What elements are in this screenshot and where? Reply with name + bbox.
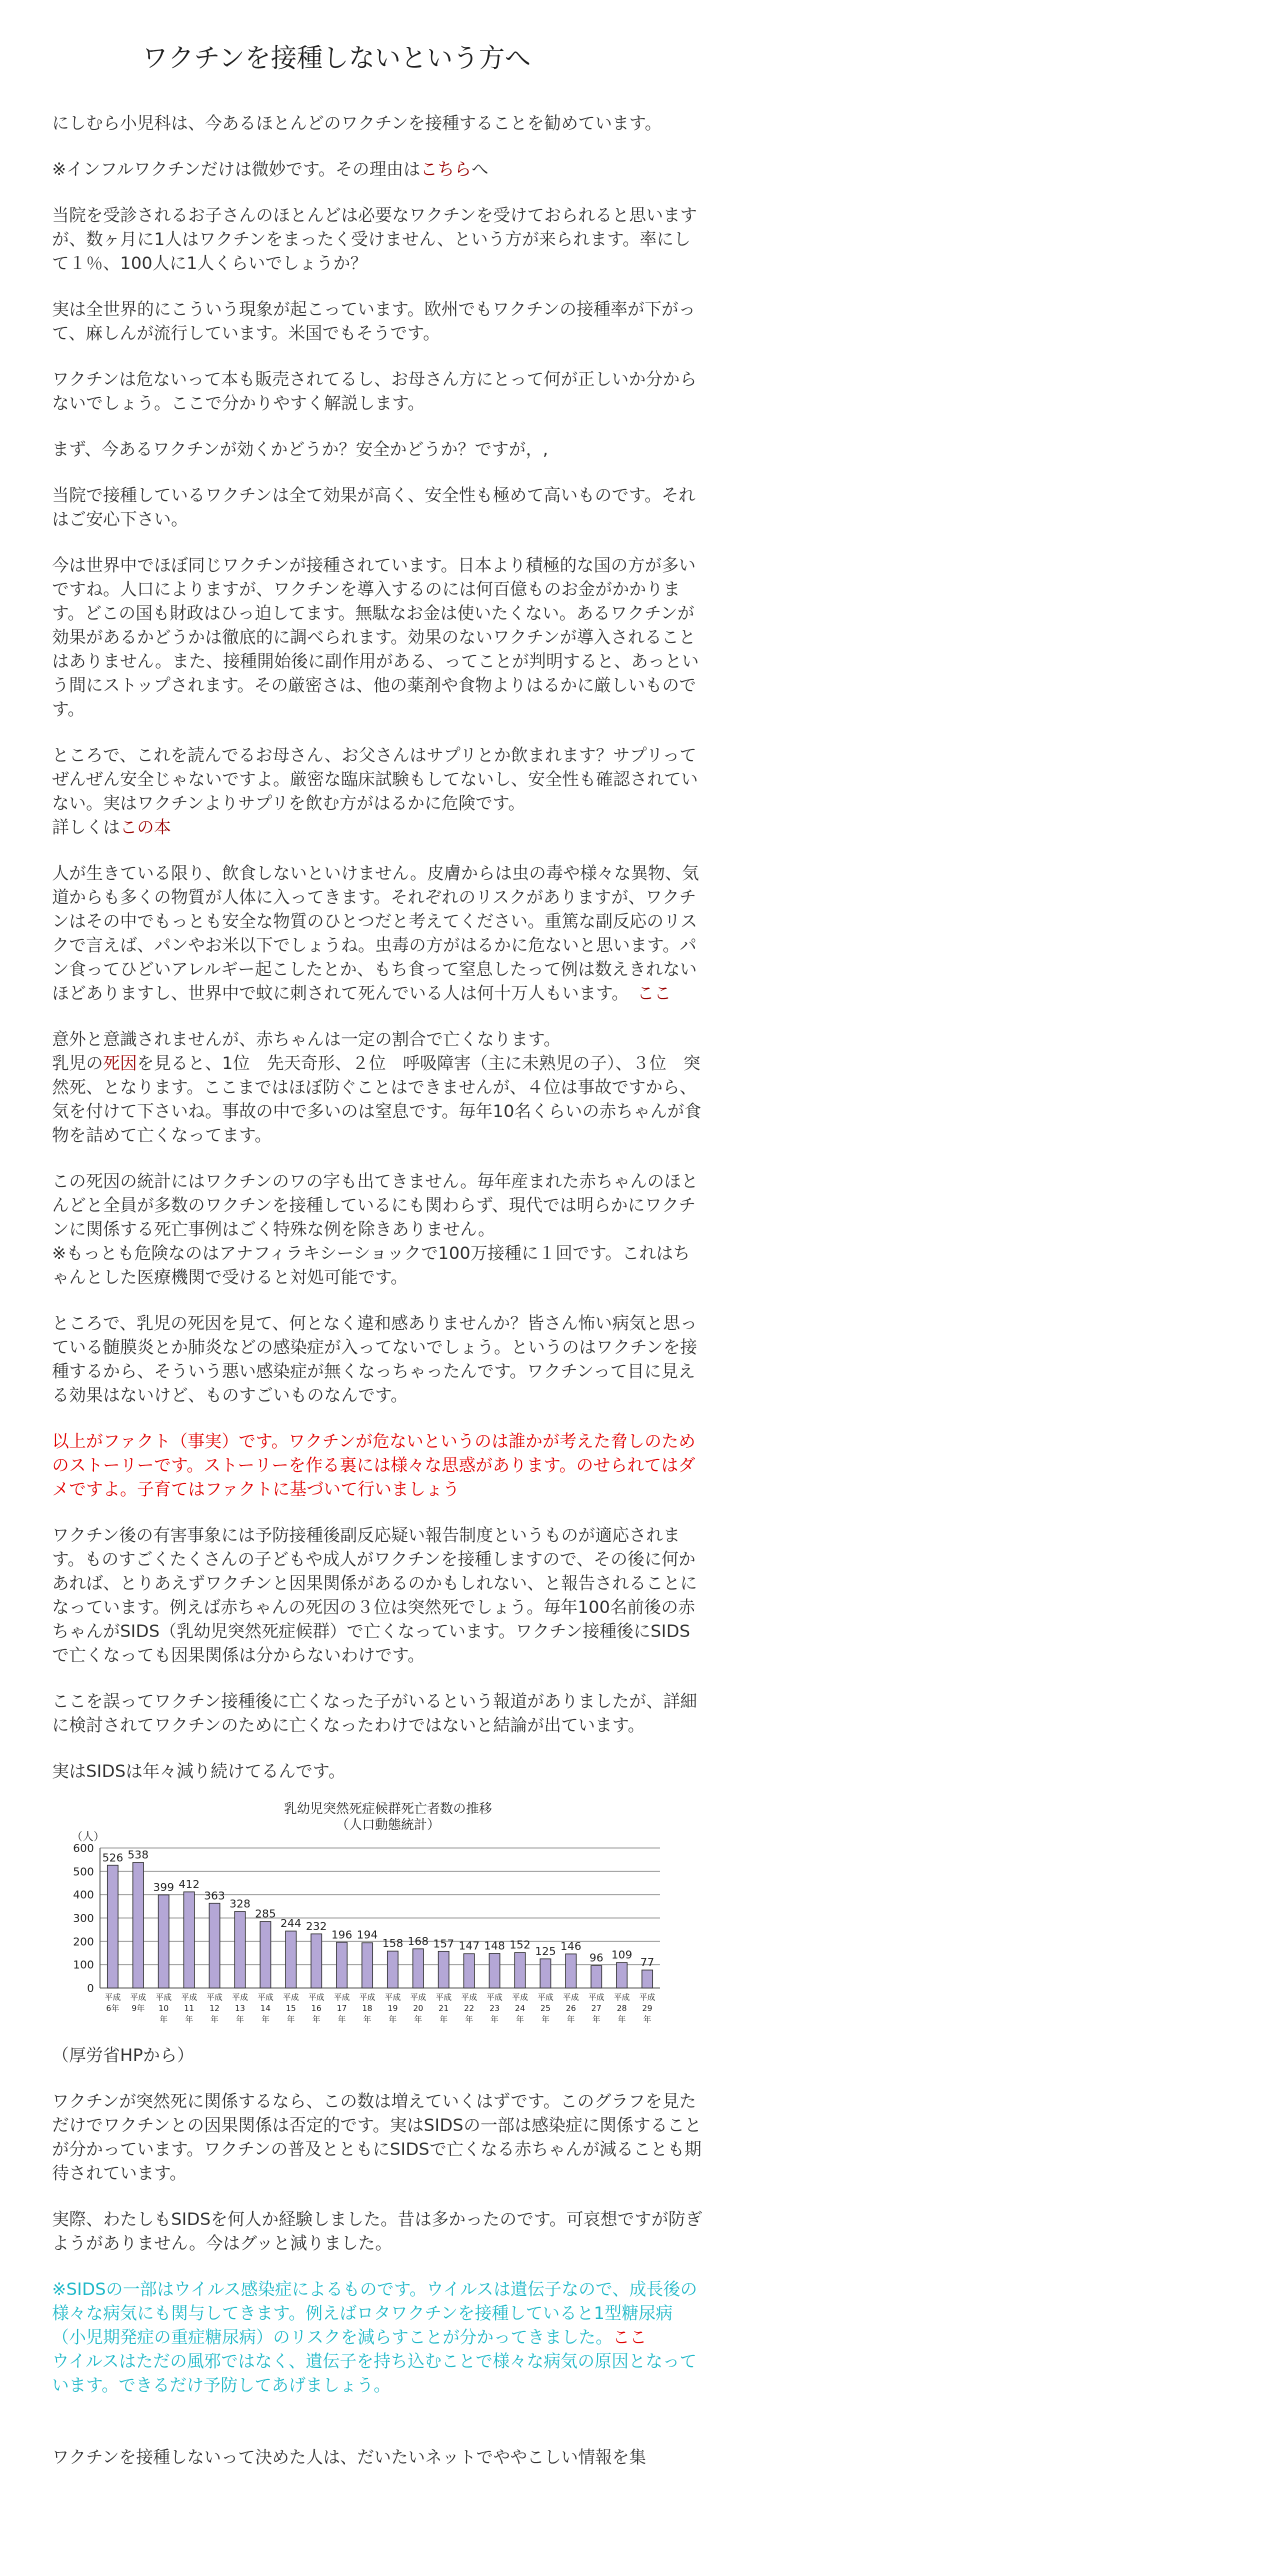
x-tick-label: 年 [541, 2015, 550, 2024]
x-tick-label: 年 [490, 2015, 499, 2024]
chart-y-axis-label: （人） [71, 1830, 105, 1843]
influenza-reason-link[interactable]: こちら [420, 160, 472, 180]
bar-value-label: 244 [280, 1917, 302, 1931]
x-tick-label: 年 [617, 2015, 626, 2024]
bar-value-label: 538 [127, 1848, 149, 1862]
paragraph-causality: ワクチンが突然死に関係するなら、この数は増えていくはずです。このグラフを見ただけでワクチンとの因果関係は否定的です。実はSIDSの一部は感染症に関係することが分かっています。ワクチンの普及とともにSIDSで亡くなる赤ちゃんが減ることも期待されています。 [52, 2092, 702, 2184]
paragraph-facts: 以上がファクト（事実）です。ワクチンが危ないというのは誰かが考えた脅しのためのストーリーです。ストーリーを作る裏には様々な思惑があります。のせられてはダメですよ。子育てはファクトに基づいて行いましょう [52, 1432, 696, 1500]
x-tick-label: 年 [159, 2015, 168, 2024]
x-tick-label: 平成 [512, 1993, 528, 2002]
x-tick-label: 平成 [104, 1993, 121, 2002]
x-tick-label: 22 [463, 2004, 475, 2013]
x-tick-label: 17 [336, 2004, 347, 2013]
paragraph-infant-death: 意外と意識されませんが、赤ちゃんは一定の割合で亡くなります。 [52, 1030, 561, 1050]
x-tick-label: 28 [616, 2004, 627, 2013]
paragraph-patients: 当院を受診されるお子さんのほとんどは必要なワクチンを受けておられると思いますが、数ヶ月に1人はワクチンをまったく受けません、という方が来られます。率にして１％、100人に1人くらいでしょうか？ [52, 206, 698, 274]
x-tick-label: 平成 [359, 1993, 376, 2002]
bar-平成17年 [336, 1942, 347, 1988]
bar-value-label: 328 [229, 1897, 251, 1911]
y-tick-label: 200 [73, 1935, 94, 1949]
chart-x-ticks [105, 1992, 656, 2024]
paragraph-question: まず、今あるワクチンが効くかどうか？安全かどうか？ですが，, [52, 440, 549, 460]
bar-平成12年 [209, 1903, 220, 1988]
x-tick-label: 平成 [410, 1993, 427, 2002]
bar-平成23年 [489, 1953, 500, 1988]
virus-text: ※SIDSの一部はウイルス感染症によるものです。ウイルスは遺伝子なので、成長後の様々な病気にも関与してきます。例えばロタワクチンを接種していると1型糖尿病（小児期発症の重症糖尿病）のリスクを減らすことが分かってきました。 [52, 2280, 698, 2348]
death-causes-prefix: 乳児の [52, 1054, 103, 1074]
bar-value-label: 77 [640, 1956, 655, 1970]
x-tick-label: 年 [414, 2015, 423, 2024]
x-tick-label: 平成 [537, 1993, 554, 2002]
death-causes-text: を見ると、1位 先天奇形、２位 呼吸障害（主に未熟児の子）、３位 突然死、となります。ここまではほぼ防ぐことはできませんが、４位は事故ですから、気を付けて下さいね。事故の中で多いのは窒息です。毎年10名くらいの赤ちゃんが食物を詰めて亡くなってます。 [52, 1054, 702, 1146]
bar-平成28年 [616, 1963, 627, 1988]
x-tick-label: 26 [565, 2004, 577, 2013]
x-tick-label: 年 [465, 2015, 474, 2024]
page-title: ワクチンを接種しないという方へ [142, 44, 531, 74]
diabetes-link[interactable]: ここ [612, 2328, 647, 2348]
x-tick-label: 平成 [384, 1993, 401, 2002]
paragraph-closing: ワクチンを接種しないって決めた人は、だいたいネットでややこしい情報を集 [52, 2448, 647, 2468]
x-tick-label: 24 [514, 2004, 526, 2013]
book-prefix: 詳しくは [52, 818, 120, 838]
x-tick-label: 平成 [333, 1993, 350, 2002]
x-tick-label: 平成 [461, 1993, 478, 2002]
chart-subtitle: （人口動態統計） [335, 1818, 441, 1833]
x-tick-label: 9年 [131, 2004, 145, 2013]
bar-value-label: 109 [611, 1948, 633, 1962]
y-tick-label: 400 [73, 1888, 94, 1902]
bar-平成9年 [133, 1862, 144, 1988]
x-tick-label: 20 [413, 2004, 424, 2013]
chart-source: （厚労省HPから） [52, 2046, 195, 2066]
x-tick-label: 平成 [435, 1993, 452, 2002]
x-tick-label: 年 [592, 2015, 601, 2024]
influenza-note-text: ※インフルワクチンだけは微妙です。その理由は [52, 160, 421, 180]
x-tick-label: 11 [183, 2004, 195, 2013]
bar-平成13年 [235, 1911, 246, 1988]
bar-value-label: 147 [458, 1939, 480, 1953]
x-tick-label: 29 [642, 2004, 653, 2013]
bar-平成24年 [515, 1953, 526, 1988]
bar-value-label: 194 [356, 1928, 378, 1942]
x-tick-label: 平成 [639, 1993, 656, 2002]
risk-text: 人が生きている限り、飲食しないといけません。皮膚からは虫の毒や様々な異物、気道からも多くの物質が人体に入ってきます。それぞれのリスクがありますが、ワクチンはその中でもっとも安全な物質のひとつだと考えてください。重篤な副反応のリスクで言えば、パンやお米以下でしょうね。虫毒の方がはるかに危ないと思います。パン食ってひどいアレルギー起こしたとか、もち食って窒息したって例は数えきれないほどありますし、世界中で蚊に刺されて死んでいる人は何十万人もいます。 [52, 864, 700, 1004]
paragraph-adverse-events: ワクチン後の有害事象には予防接種後副反応疑い報告制度というものが適応されます。ものすごくたくさんの子どもや成人がワクチンを接種しますので、その後に何かあれば、とりあえずワクチンと因果関係があるのかもしれない、と報告されることになっています。例えば赤ちゃんの死因の３位は突然死でしょう。毎年100名前後の赤ちゃんがSIDS（乳幼児突然死症候群）で亡くなっています。ワクチン接種後にSIDSで亡くなっても因果関係は分からないわけです。 [52, 1526, 698, 1666]
bar-平成29年 [642, 1970, 653, 1988]
paragraph-anaphylaxis: ※もっとも危険なのはアナフィラキシーショックで100万接種に１回です。これはちゃんとした医療機関で受けると対処可能です。 [52, 1244, 691, 1288]
x-tick-label: 平成 [181, 1993, 198, 2002]
bar-平成22年 [464, 1954, 475, 1988]
x-tick-label: 平成 [282, 1993, 299, 2002]
paragraph-influenza-note [52, 158, 704, 182]
paragraph-risk [52, 862, 704, 1006]
paragraph-global: 今は世界中でほぼ同じワクチンが接種されています。日本より積極的な国の方が多いですね。人口によりますが、ワクチンを導入するのには何百億ものお金がかかります。どこの国も財政はひっ迫してます。無駄なお金は使いたくない。あるワクチンが効果があるかどうかは徹底的に調べられます。効果のないワクチンが導入されることはありません。また、接種開始後に副作用がある、ってことが判明すると、あっという間にストップされます。その厳密さは、他の薬剤や食物よりはるかに厳しいものです。 [52, 556, 699, 720]
bar-value-label: 152 [509, 1938, 531, 1952]
paragraph-worldwide: 実は全世界的にこういう現象が起こっています。欧州でもワクチンの接種率が下がって、麻しんが流行しています。米国でもそうです。 [52, 300, 696, 344]
x-tick-label: 年 [312, 2015, 321, 2024]
x-tick-label: 年 [363, 2015, 372, 2024]
y-tick-label: 500 [73, 1865, 94, 1879]
x-tick-label: 12 [209, 2004, 220, 2013]
paragraph-death-causes [52, 1052, 704, 1148]
x-tick-label: 平成 [257, 1993, 274, 2002]
x-tick-label: 年 [643, 2015, 652, 2024]
book-link[interactable]: この本 [120, 818, 171, 838]
paragraph-sids-decline: 実はSIDSは年々減り続けてるんです。 [52, 1762, 346, 1782]
x-tick-label: 年 [388, 2015, 397, 2024]
paragraph-infections: ところで、乳児の死因を見て、何となく違和感ありませんか？皆さん怖い病気と思っている髄膜炎とか肺炎などの感染症が入ってないでしょう。というのはワクチンを接種するから、そういう悪い感染症が無くなっちゃったんです。ワクチンって目に見える効果はないけど、ものすごいものなんです。 [52, 1314, 698, 1406]
x-tick-label: 平成 [588, 1993, 605, 2002]
bar-平成10年 [158, 1895, 169, 1988]
bar-value-label: 196 [331, 1928, 353, 1942]
paragraph-supplements: ところで、これを読んでるお母さん、お父さんはサプリとか飲まれます？サプリってぜんぜん安全じゃないですよ。厳密な臨床試験もしてないし、安全性も確認されていない。実はワクチンよりサプリを飲む方がはるかに危険です。 [52, 746, 698, 814]
bar-平成14年 [260, 1922, 271, 1989]
x-tick-label: 15 [285, 2004, 297, 2013]
y-tick-label: 300 [73, 1912, 94, 1925]
influenza-note-suffix: へ [471, 160, 489, 180]
x-tick-label: 6年 [106, 2004, 120, 2013]
bar-value-label: 148 [484, 1939, 506, 1953]
bar-平成16年 [311, 1934, 322, 1988]
x-tick-label: 13 [234, 2004, 246, 2013]
paragraph-safety: 当院で接種しているワクチンは全て効果が高く、安全性も極めて高いものです。それはご安心下さい。 [52, 486, 696, 530]
bar-value-label: 285 [254, 1907, 276, 1921]
bar-value-label: 526 [102, 1851, 124, 1865]
paragraph-report: ここを誤ってワクチン接種後に亡くなった子がいるという報道がありましたが、詳細に検討されてワクチンのために亡くなったわけではないと結論が出ています。 [52, 1692, 698, 1736]
x-tick-label: 年 [286, 2015, 295, 2024]
paragraph-book [52, 816, 704, 840]
bar-平成15年 [286, 1931, 297, 1988]
x-tick-label: 16 [311, 2004, 322, 2013]
x-tick-label: 平成 [308, 1993, 325, 2002]
paragraph-statistics: この死因の統計にはワクチンのワの字も出てきません。毎年産まれた赤ちゃんのほとんどと全員が多数のワクチンを接種しているにも関わらず、現代では明らかにワクチンに関係する死亡事例はごく特殊な例を除きありません。 [52, 1172, 699, 1240]
x-tick-label: 平成 [206, 1993, 223, 2002]
bar-value-label: 125 [534, 1944, 556, 1958]
bar-value-label: 363 [204, 1889, 226, 1903]
death-causes-link[interactable]: 死因 [103, 1054, 137, 1074]
x-tick-label: 27 [591, 2004, 602, 2013]
bar-value-label: 232 [305, 1919, 327, 1933]
sids-chart-svg [52, 1798, 692, 2038]
bar-平成25年 [540, 1959, 551, 1988]
x-tick-label: 平成 [562, 1993, 579, 2002]
bar-value-label: 168 [407, 1934, 429, 1948]
x-tick-label: 平成 [155, 1993, 172, 2002]
bar-value-label: 146 [560, 1939, 582, 1953]
bar-平成18年 [362, 1943, 373, 1988]
chart-title: 乳幼児突然死症候群死亡者数の推移 [283, 1802, 493, 1817]
x-tick-label: 21 [438, 2004, 449, 2013]
paragraph-experience: 実際、わたしもSIDSを何人か経験しました。昔は多かったのです。可哀想ですが防ぎようがありません。今はグッと減りました。 [52, 2210, 703, 2254]
x-tick-label: 14 [260, 2004, 271, 2013]
x-tick-label: 年 [516, 2015, 524, 2024]
bar-平成26年 [566, 1954, 577, 1988]
bar-value-label: 399 [153, 1880, 175, 1894]
y-tick-label: 0 [87, 1982, 94, 1995]
x-tick-label: 平成 [613, 1993, 630, 2002]
x-tick-label: 平成 [486, 1993, 503, 2002]
x-tick-label: 19 [387, 2004, 398, 2013]
bar-平成27年 [591, 1966, 602, 1988]
x-tick-label: 25 [540, 2004, 551, 2013]
x-tick-label: 年 [261, 2015, 270, 2024]
paragraph-intro: にしむら小児科は、今あるほとんどのワクチンを接種することを勧めています。 [52, 114, 662, 134]
x-tick-label: 10 [158, 2004, 169, 2013]
bar-value-label: 412 [178, 1877, 200, 1891]
paragraph-explain: ワクチンは危ないって本も販売されてるし、お母さん方にとって何が正しいか分からないでしょう。ここで分かりやすく解説します。 [52, 370, 697, 414]
y-tick-label: 600 [73, 1842, 94, 1855]
x-tick-label: 平成 [232, 1993, 248, 2002]
bar-平成19年 [387, 1951, 398, 1988]
bar-平成6年 [107, 1865, 118, 1988]
x-tick-label: 年 [210, 2015, 219, 2024]
article-body [52, 112, 704, 2492]
sids-chart [52, 1798, 692, 2038]
x-tick-label: 18 [362, 2004, 373, 2013]
x-tick-label: 年 [236, 2015, 244, 2024]
mosquito-link[interactable]: ここ [637, 984, 672, 1004]
x-tick-label: 年 [337, 2015, 346, 2024]
bar-平成21年 [438, 1951, 449, 1988]
paragraph-virus [52, 2278, 704, 2350]
bar-平成11年 [184, 1892, 195, 1988]
x-tick-label: 平成 [130, 1993, 147, 2002]
bar-value-label: 157 [433, 1937, 455, 1951]
bar-value-label: 96 [589, 1951, 604, 1965]
bar-value-label: 158 [382, 1937, 404, 1951]
y-tick-label: 100 [73, 1958, 94, 1972]
x-tick-label: 年 [566, 2015, 575, 2024]
paragraph-prevention: ウイルスはただの風邪ではなく、遺伝子を持ち込むことで様々な病気の原因となっています。できるだけ予防してあげましょう。 [52, 2352, 697, 2396]
x-tick-label: 年 [185, 2015, 194, 2024]
bar-平成20年 [413, 1949, 424, 1988]
x-tick-label: 年 [439, 2015, 448, 2024]
x-tick-label: 23 [489, 2004, 500, 2013]
